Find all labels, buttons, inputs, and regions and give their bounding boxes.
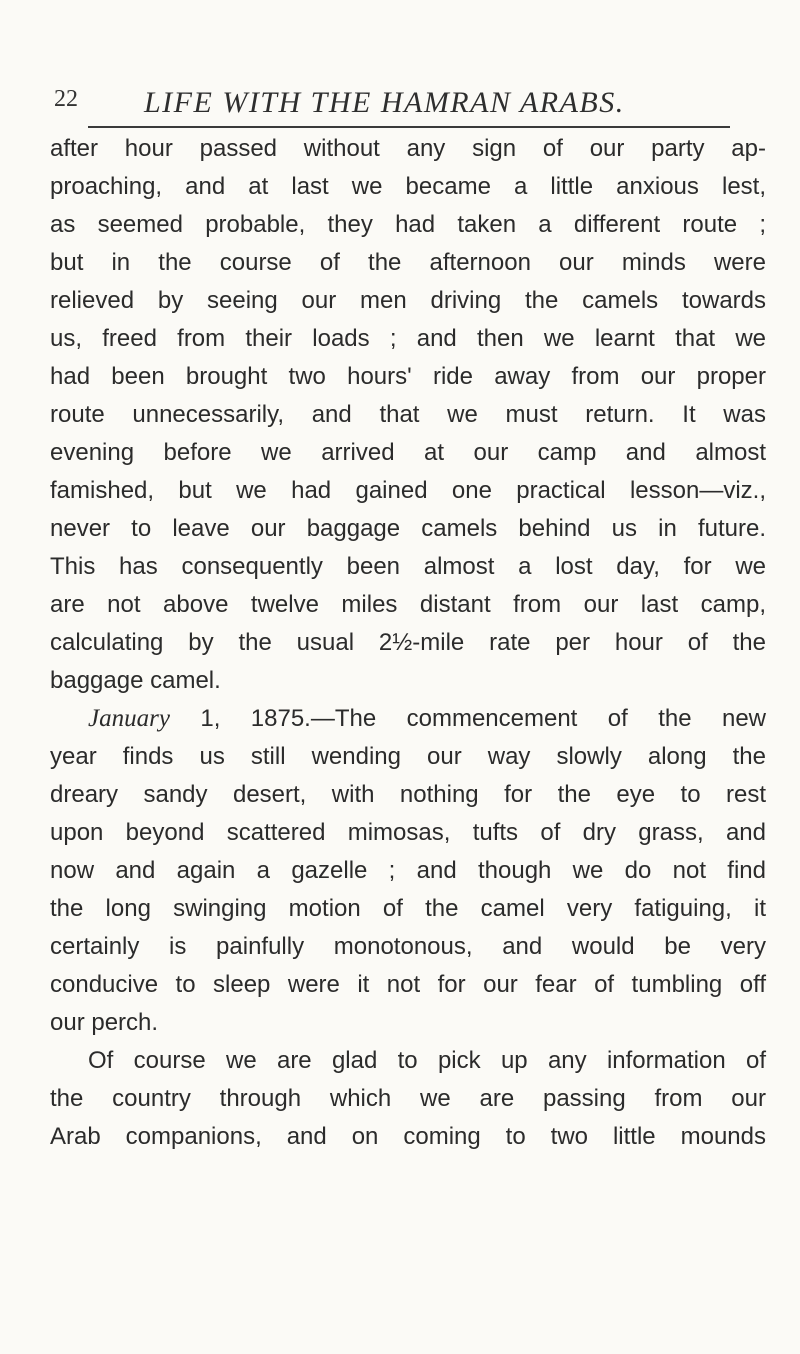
text-line: year finds us still wending our way slowly along the bbox=[50, 743, 766, 770]
text-line: as seemed probable, they had taken a different route ; bbox=[50, 211, 766, 238]
text-line: but in the course of the afternoon our minds were bbox=[50, 249, 766, 276]
text-line: dreary sandy desert, with nothing for the eye to rest bbox=[50, 781, 766, 808]
text-line: proaching, and at last we became a little anxious lest, bbox=[50, 173, 766, 200]
text-line: conducive to sleep were it not for our fear of tumbling off bbox=[50, 971, 766, 998]
text-line: baggage camel. bbox=[50, 667, 221, 694]
text-line: certainly is painfully monotonous, and would be very bbox=[50, 933, 766, 960]
date-heading: January bbox=[88, 705, 170, 732]
text-line: had been brought two hours' ride away from our proper bbox=[50, 363, 766, 390]
text-line: our perch. bbox=[50, 1009, 159, 1036]
page-number: 22 bbox=[54, 86, 78, 112]
paragraph bbox=[50, 130, 766, 700]
text-line: after hour passed without any sign of our party ap- bbox=[50, 135, 766, 162]
text-line: upon beyond scattered mimosas, tufts of dry grass, and bbox=[50, 819, 766, 846]
text-line: are not above twelve miles distant from our last camp, bbox=[50, 591, 766, 618]
text-line: us, freed from their loads ; and then we learnt that we bbox=[50, 325, 766, 352]
text-line: calculating by the usual 2½-mile rate per hour of the bbox=[50, 629, 766, 656]
text-line: never to leave our baggage camels behind us in future. bbox=[50, 515, 766, 542]
text-line: now and again a gazelle ; and though we do not find bbox=[50, 857, 766, 884]
text-line: This has consequently been almost a lost day, for we bbox=[50, 553, 766, 580]
text-line bbox=[50, 700, 766, 738]
paragraph bbox=[50, 1042, 766, 1156]
text-line: Arab companions, and on coming to two little mounds bbox=[50, 1123, 766, 1150]
text-line: the country through which we are passing from our bbox=[50, 1085, 766, 1112]
paragraph bbox=[50, 700, 766, 1042]
page-header bbox=[48, 86, 752, 126]
text-line: route unnecessarily, and that we must return. It was bbox=[50, 401, 766, 428]
header-rule bbox=[88, 126, 730, 128]
text-span: 1, 1875.—The commencement of the new bbox=[169, 705, 766, 732]
text-line: relieved by seeing our men driving the camels towards bbox=[50, 287, 766, 314]
running-title: LIFE WITH THE HAMRAN ARABS. bbox=[144, 86, 625, 119]
text-body bbox=[50, 130, 766, 1156]
text-line: evening before we arrived at our camp and almost bbox=[50, 439, 766, 466]
text-line: Of course we are glad to pick up any information of bbox=[88, 1047, 766, 1074]
text-line: famished, but we had gained one practical lesson—viz., bbox=[50, 477, 766, 504]
text-line: the long swinging motion of the camel very fatiguing, it bbox=[50, 895, 766, 922]
